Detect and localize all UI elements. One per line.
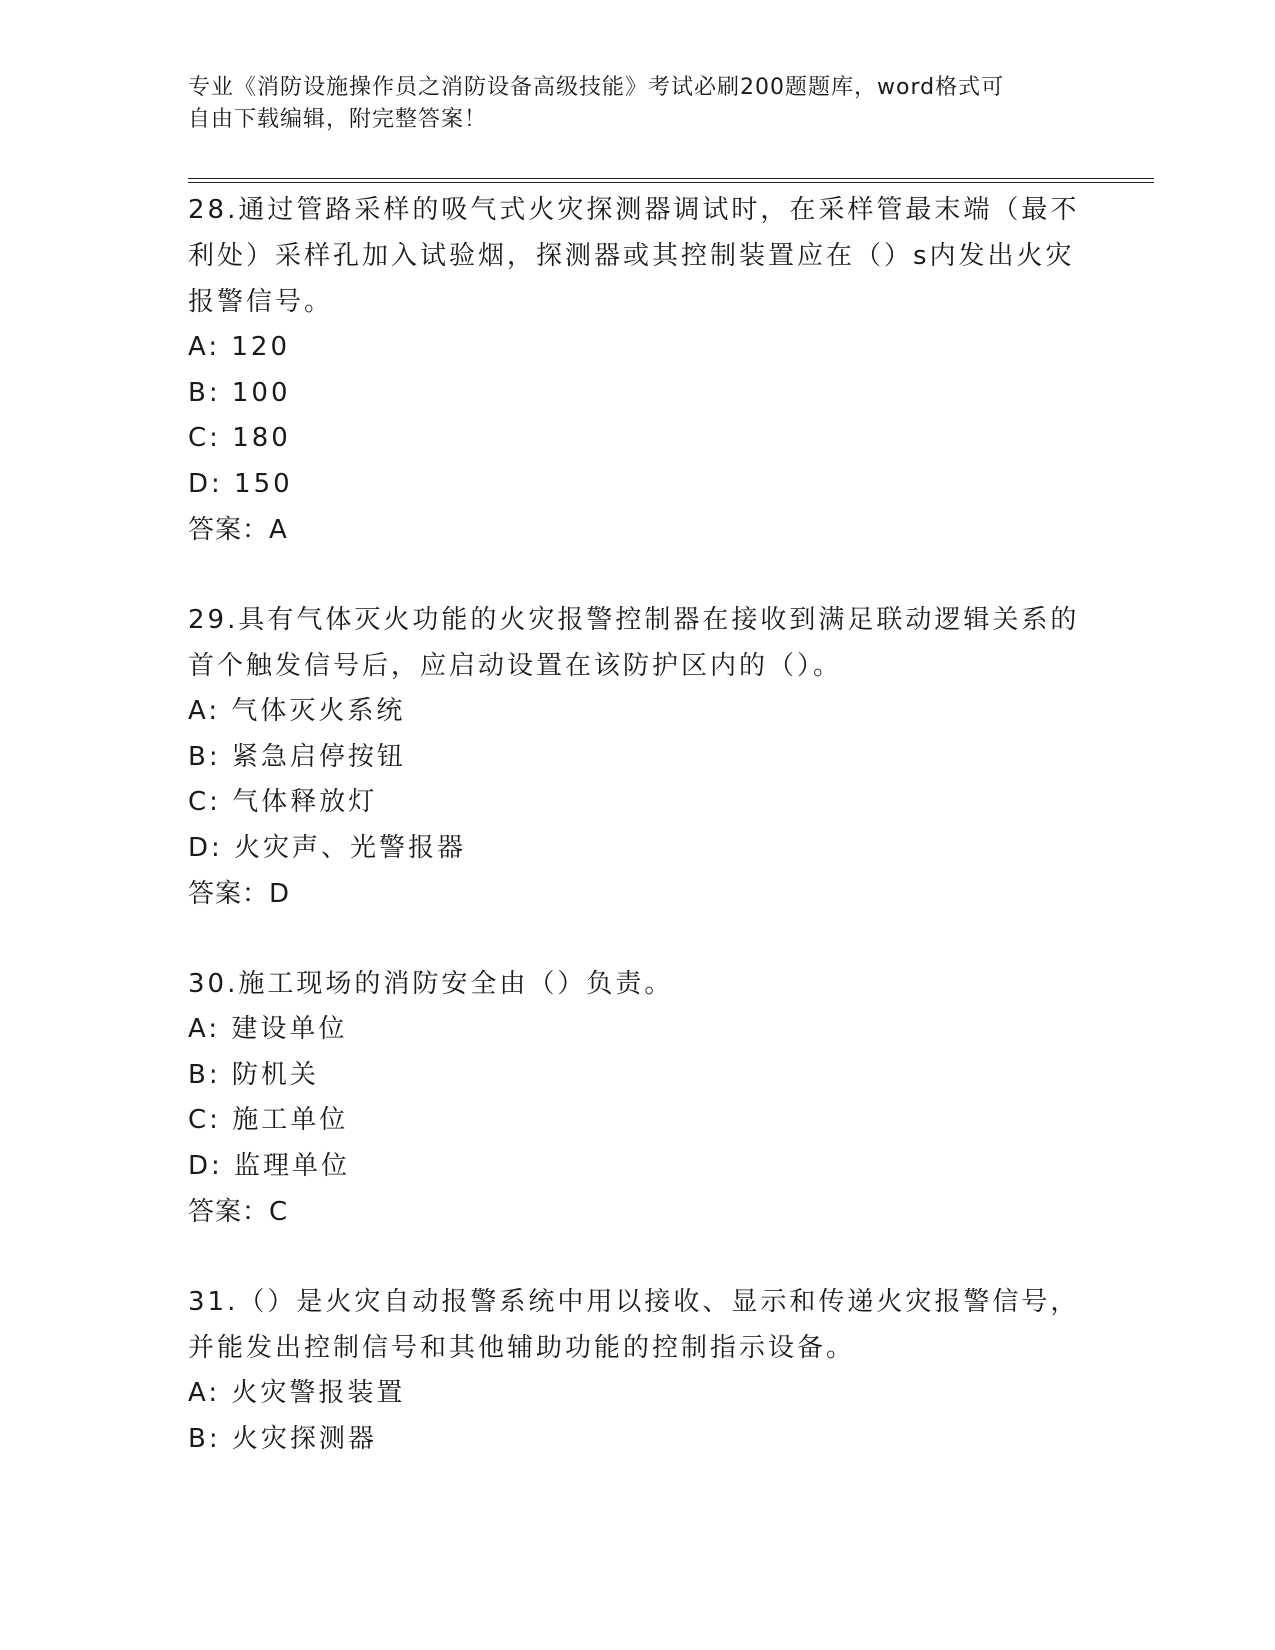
answer-label: 答案：: [188, 1197, 270, 1227]
question-28: [188, 187, 1088, 553]
answer-value: A: [269, 515, 288, 545]
option-d: [188, 826, 1088, 872]
header-line-2: 自由下载编辑，附完整答案！: [188, 107, 488, 132]
option-key: A:: [188, 1014, 221, 1044]
question-list: [188, 187, 1088, 1506]
question-29: [188, 597, 1088, 917]
option-b: [188, 371, 1088, 417]
option-d: [188, 1144, 1088, 1190]
option-text: 紧急启停按钮: [231, 741, 406, 772]
option-c: [188, 780, 1088, 826]
option-text: 施工单位: [232, 1105, 349, 1135]
option-key: B:: [188, 1423, 221, 1454]
option-key: D:: [188, 832, 223, 863]
option-key: B:: [188, 377, 221, 408]
document-header: [188, 72, 1068, 136]
option-d: [188, 462, 1088, 508]
answer-line: [188, 507, 1088, 553]
option-key: C:: [188, 423, 221, 453]
header-line-1: 专业《消防设施操作员之消防设备高级技能》考试必刷200题题库，word格式可: [188, 75, 1005, 100]
answer-line: [188, 871, 1088, 917]
question-31: [188, 1279, 1088, 1462]
option-b: [188, 1053, 1088, 1099]
option-text: 180: [232, 423, 291, 453]
option-text: 150: [234, 468, 293, 499]
question-stem: 28.通过管路采样的吸气式火灾探测器调试时，在采样管最末端（最不利处）采样孔加入试验烟，探测器或其控制装置应在（）s内发出火灾报警信号。: [188, 195, 1080, 317]
option-key: C:: [188, 1105, 221, 1135]
option-a: [188, 1007, 1088, 1053]
option-text: 100: [231, 377, 291, 408]
option-c: [188, 416, 1088, 462]
option-text: 火灾声、光警报器: [234, 832, 467, 863]
option-key: A:: [188, 1378, 221, 1408]
option-b: [188, 1417, 1088, 1463]
option-text: 气体释放灯: [232, 787, 378, 817]
option-b: [188, 735, 1088, 781]
option-a: [188, 325, 1088, 371]
option-c: [188, 1098, 1088, 1144]
option-text: 监理单位: [234, 1150, 351, 1181]
option-key: B:: [188, 741, 221, 772]
answer-value: C: [269, 1197, 289, 1227]
option-key: A:: [188, 332, 221, 362]
option-text: 120: [231, 332, 290, 362]
option-text: 防机关: [231, 1059, 319, 1090]
option-key: D:: [188, 468, 223, 499]
option-key: B:: [188, 1059, 221, 1090]
option-text: 火灾探测器: [231, 1423, 377, 1454]
option-a: [188, 689, 1088, 735]
option-text: 火灾警报装置: [231, 1378, 406, 1408]
question-stem: 30.施工现场的消防安全由（）负责。: [188, 969, 674, 999]
option-text: 气体灭火系统: [231, 696, 406, 726]
option-key: A:: [188, 696, 221, 726]
answer-value: D: [269, 879, 291, 909]
question-stem: 31.（）是火灾自动报警系统中用以接收、显示和传递火灾报警信号，并能发出控制信号和其他辅助功能的控制指示设备。: [188, 1287, 1080, 1363]
option-a: [188, 1371, 1088, 1417]
answer-label: 答案：: [188, 879, 270, 909]
answer-line: [188, 1189, 1088, 1235]
question-30: [188, 961, 1088, 1235]
option-key: D:: [188, 1150, 223, 1181]
question-stem: 29.具有气体灭火功能的火灾报警控制器在接收到满足联动逻辑关系的首个触发信号后，应启动设置在该防护区内的（）。: [188, 605, 1080, 681]
option-text: 建设单位: [231, 1014, 348, 1044]
option-key: C:: [188, 787, 221, 817]
header-double-rule: [188, 178, 1154, 183]
answer-label: 答案：: [188, 515, 270, 545]
